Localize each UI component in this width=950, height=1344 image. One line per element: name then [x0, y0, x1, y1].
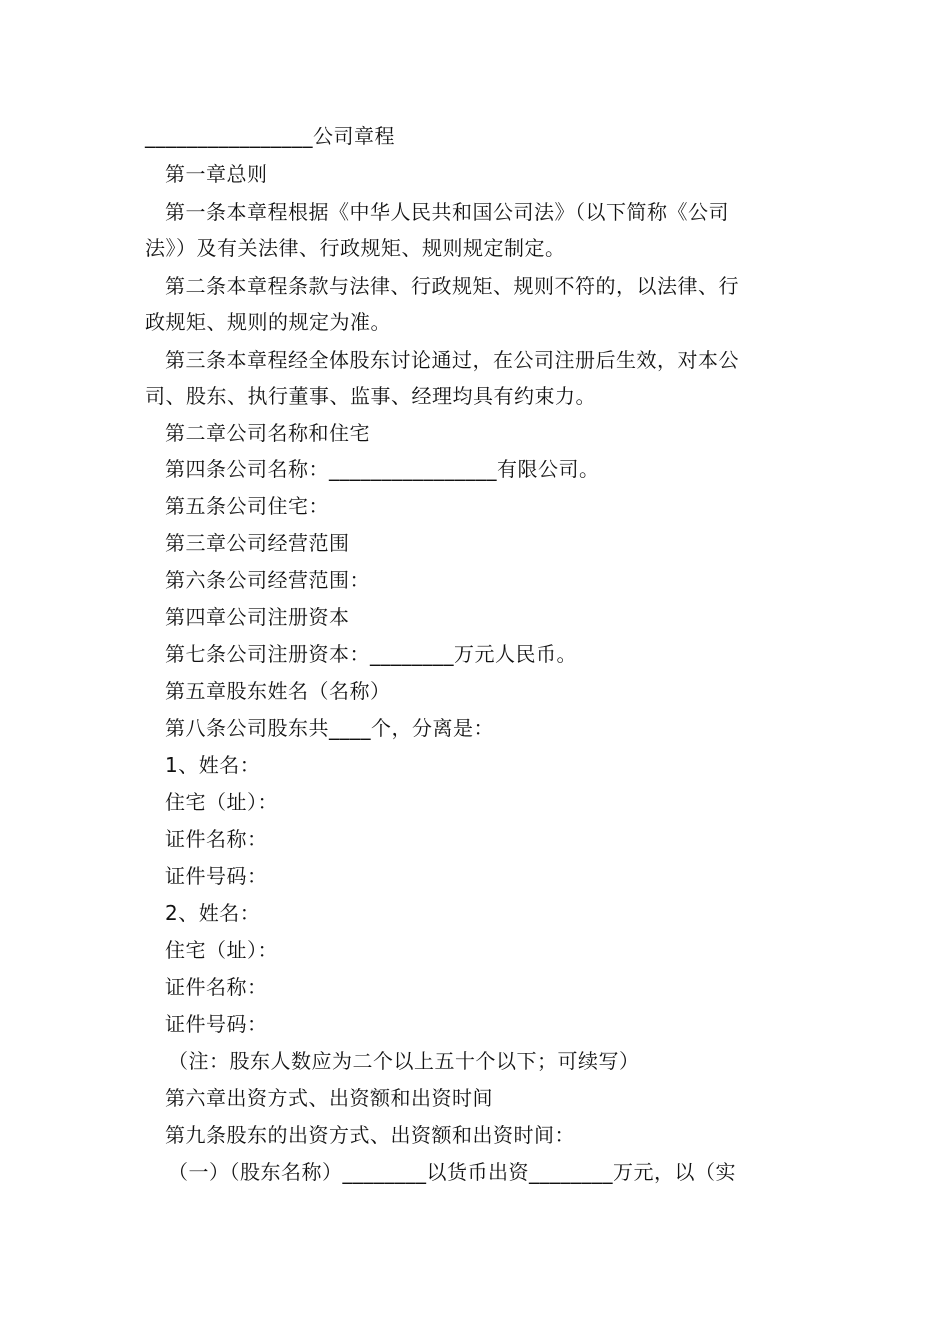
article-line: 第一条本章程根据《中华人民共和国公司法》（以下简称《公司: [165, 200, 729, 224]
article-line-continued: 政规矩、规则的规定为准。: [145, 310, 391, 334]
article-line: 第七条公司注册资本：________万元人民币。: [165, 642, 577, 666]
article-line: 第五条公司住宅：: [165, 494, 329, 518]
shareholder-field: 住宅（址）：: [165, 938, 278, 962]
shareholder-field: 1、姓名：: [165, 753, 261, 777]
article-line: 第三条本章程经全体股东讨论通过，在公司注册后生效，对本公: [165, 348, 739, 372]
shareholder-field: 住宅（址）：: [165, 790, 278, 814]
article-line-continued: 司、股东、执行董事、监事、经理均具有约束力。: [145, 384, 596, 408]
article-line: 第六条公司经营范围：: [165, 568, 370, 592]
article-line: （一）（股东名称）________以货币出资________万元，以（实: [168, 1160, 736, 1184]
note-line: （注：股东人数应为二个以上五十个以下；可续写）: [168, 1049, 640, 1073]
article-line-continued: 法》）及有关法律、行政规矩、规则规定制定。: [145, 236, 566, 260]
chapter-heading: 第三章公司经营范围: [165, 531, 350, 555]
chapter-heading: 第六章出资方式、出资额和出资时间: [165, 1086, 493, 1110]
document-title: ________________公司章程: [145, 124, 395, 148]
article-line: 第二条本章程条款与法律、行政规矩、规则不符的，以法律、行: [165, 274, 739, 298]
shareholder-field: 证件名称：: [165, 827, 268, 851]
shareholder-field: 2、姓名：: [165, 901, 261, 925]
article-line: 第九条股东的出资方式、出资额和出资时间：: [165, 1123, 575, 1147]
chapter-heading: 第五章股东姓名（名称）: [165, 679, 391, 703]
chapter-heading: 第一章总则: [165, 162, 268, 186]
chapter-heading: 第四章公司注册资本: [165, 605, 350, 629]
article-line: 第八条公司股东共____个，分离是：: [165, 716, 494, 740]
shareholder-field: 证件名称：: [165, 975, 268, 999]
shareholder-field: 证件号码：: [165, 864, 268, 888]
chapter-heading: 第二章公司名称和住宅: [165, 421, 370, 445]
shareholder-field: 证件号码：: [165, 1012, 268, 1036]
article-line: 第四条公司名称：________________有限公司。: [165, 457, 600, 481]
